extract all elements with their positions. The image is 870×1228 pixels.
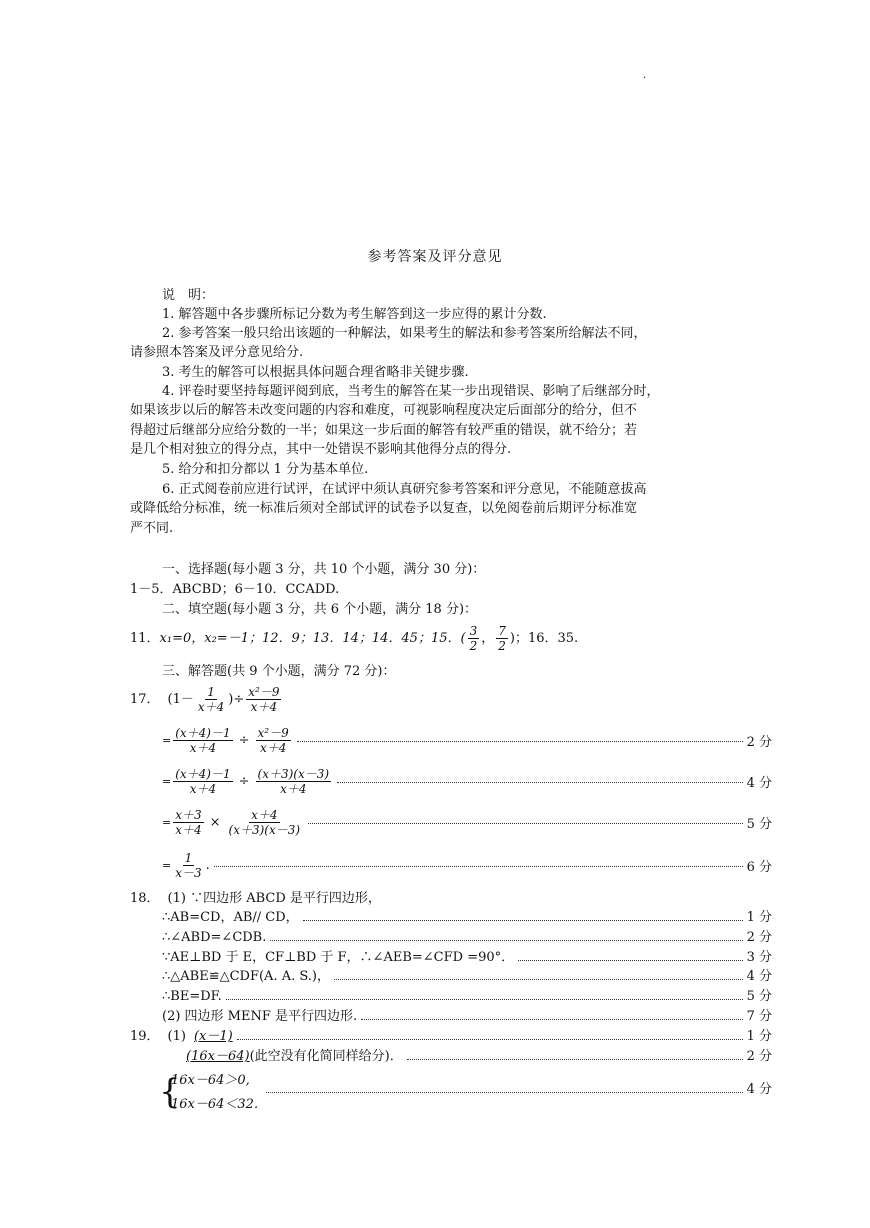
note-3: 3. 考生的解答可以根据具体问题合理省略非关键步骤. (162, 365, 469, 380)
q17-div: )÷ (228, 691, 245, 707)
section1-heading: 一、选择题(每小题 3 分，共 10 个小题，满分 30 分)： (162, 562, 486, 577)
section1-answers: 1－5．ABCBD；6－10．CCADD. (130, 582, 340, 597)
section3-heading: 三、解答题(共 9 个小题，满分 72 分)： (162, 664, 396, 679)
q17-open: (1－ (167, 691, 194, 707)
q18-line-d: ∵AE⊥BD 于 E，CF⊥BD 于 F，∴∠AEB=∠CFD =90°． 3 分 (162, 950, 772, 965)
note-6b: 或降低给分标准，统一标准后须对全部试评的试卷予以复查，以免阅卷前后期评分标准宽 (130, 501, 638, 516)
q17-label: 17． (130, 691, 160, 707)
note-2b: 请参照本答案及评分意见给分. (130, 345, 304, 360)
note-5: 5. 给分和扣分都以 1 分为基本单位. (162, 462, 369, 477)
page-title: 参考答案及评分意见 (367, 249, 503, 265)
header-dot: . (643, 70, 647, 81)
q17-step-4: = $\frac{1}{x-3}$ . 6 分 (162, 851, 772, 880)
q19-system-score: 4 分 (262, 1080, 772, 1100)
q18-line-b: ∴AB=CD，AB// CD， 1 分 (162, 910, 772, 925)
q19-line-b: (16x－64) (此空没有化简同样给分)． 2 分 (186, 1049, 772, 1064)
note-6c: 严不同. (130, 521, 174, 536)
q17-problem (130, 685, 283, 714)
q17-step-3: = $\frac{x+3}{x+4}$ × $\frac{x+4}{(x+3)(x-3)}$ 5 分 (162, 808, 772, 837)
note-1: 1. 解答题中各步骤所标记分数为考生解答到这一步应得的累计分数. (162, 307, 547, 322)
q17-step-2: = $\frac{(x+4)-1}{x+4}$ ÷ $\frac{(x+3)(x-3)}{x+4}$ 4 分 (162, 767, 772, 796)
q15-frac-2: $\frac{7}{2}$ (498, 624, 506, 653)
q17-frac-2: $\frac{\text{x²－9}}{x+4}$ (248, 685, 280, 714)
q15-comma: ， (481, 630, 495, 646)
section2-tail: )；16．35. (509, 630, 579, 646)
score: 5 分 (746, 817, 772, 832)
q11-x2: x₂=－1；12．9；13．14；14．45；15．( (204, 630, 466, 646)
q18-line-g: (2) 四边形 MENF 是平行四边形. 7 分 (162, 1009, 772, 1024)
note-4a: 4. 评卷时要坚持每题评阅到底，当考生的解答在某一步出现错误、影响了后继部分时， (162, 384, 660, 399)
q15-frac-1: $\frac{3}{2}$ (469, 624, 478, 653)
section2-heading: 二、填空题(每小题 3 分，共 6 个小题，满分 18 分)： (162, 602, 478, 617)
note-4c: 得超过后继部分应给分数的一半；如果这一步后面的解答有较严重的错误，就不给分；若 (130, 423, 638, 438)
score: 2 分 (746, 735, 772, 750)
note-4d: 是几个相对独立的得分点，其中一处错误不影响其他得分点的得分. (130, 442, 512, 457)
section2-answers (130, 624, 578, 653)
q11-x1: x₁=0， (159, 630, 205, 646)
q18-line-f: ∴BE=DF. 5 分 (162, 989, 772, 1004)
system-ineq-2: 16x－64＜32. (171, 1097, 259, 1112)
q18-line-e: ∴△ABE≌△CDF(A. A. S.)， 4 分 (162, 969, 772, 984)
system-brace: { (159, 1072, 181, 1112)
score: 4 分 (746, 776, 772, 791)
q18-line-c: ∴∠ABD=∠CDB. 2 分 (162, 930, 772, 945)
note-6a: 6. 正式阅卷前应进行试评，在试评中须认真研究参考答案和评分意见，不能随意拔高 (162, 482, 647, 497)
q19-line-a: 19． (1) (x－1) 1 分 (130, 1029, 772, 1044)
q18-line-a: 18． (1) ∵四边形 ABCD 是平行四边形， (130, 891, 381, 906)
system-ineq-1: 16x－64＞0, (171, 1073, 250, 1088)
note-4b: 如果该步以后的解答未改变问题的内容和难度，可视影响程度决定后面部分的给分，但不 (130, 403, 638, 418)
notes-label: 说 明： (162, 288, 215, 303)
q11-label: 11． (130, 630, 160, 646)
score: 6 分 (746, 860, 772, 875)
q17-frac-1: $\frac{1}{x+4}$ (197, 685, 225, 714)
note-2a: 2. 参考答案一般只给出该题的一种解法，如果考生的解法和参考答案所给解法不同， (162, 326, 647, 341)
q17-step-1: = $\frac{(x+4)-1}{x+4}$ ÷ $\frac{\text{x²－9}}{x+4}$ 2 分 (162, 726, 772, 755)
